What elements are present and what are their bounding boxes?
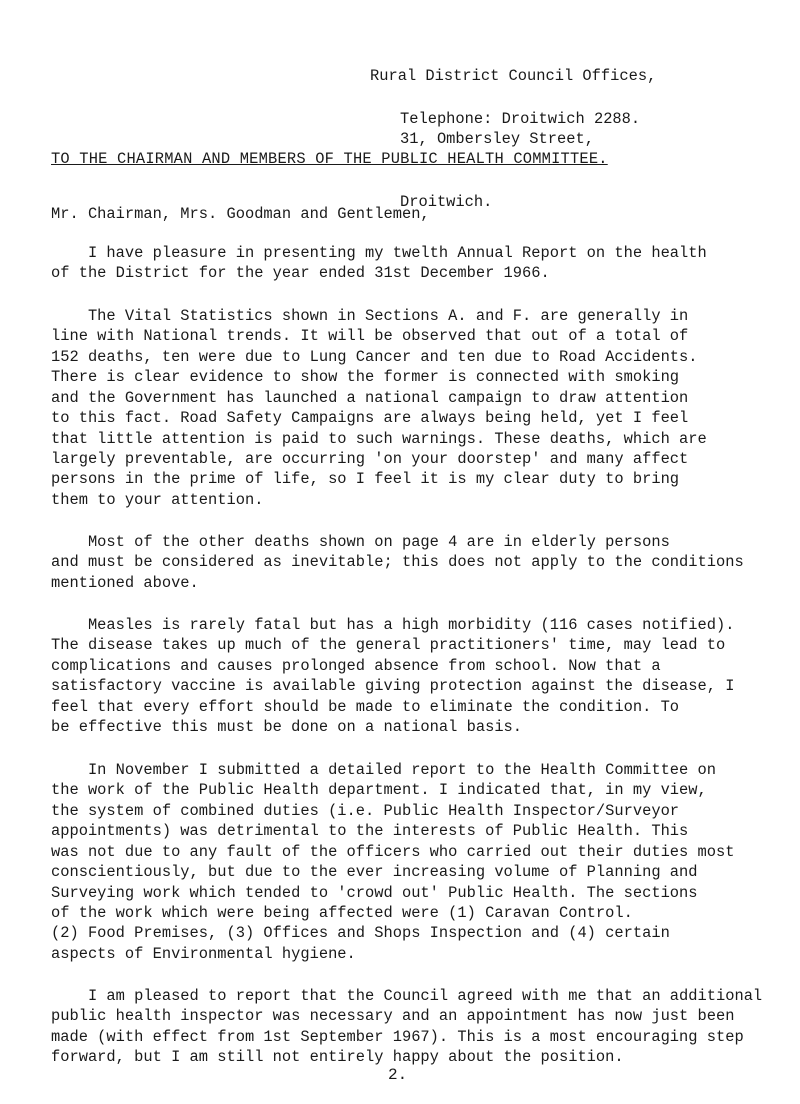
paragraph-line: the system of combined duties (i.e. Public Health Inspector/Surveyor <box>51 801 680 820</box>
paragraph-line: Measles is rarely fatal but has a high morbidity (116 cases notified). <box>51 616 735 634</box>
page-number: 2. <box>388 1066 408 1084</box>
paragraph-line: made (with effect from 1st September 1967). This is a most encouraging step <box>51 1027 744 1046</box>
paragraph-line: them to your attention. <box>51 490 264 509</box>
paragraph-line: aspects of Environmental hygiene. <box>51 944 356 963</box>
paragraph-line: public health inspector was necessary and an appointment has now just been <box>51 1007 735 1026</box>
address-line-2: 31, Ombersley Street, <box>400 130 594 148</box>
paragraph-1 <box>51 243 781 284</box>
paragraph-3 <box>51 532 781 593</box>
paragraph-line: largely preventable, are occurring 'on your doorstep' and many affect <box>51 449 689 468</box>
paragraph-line: to this fact. Road Safety Campaigns are always being held, yet I feel <box>51 409 689 428</box>
paragraph-line: I have pleasure in presenting my twelth Annual Report on the health <box>51 244 707 262</box>
paragraph-6 <box>51 986 781 1068</box>
paragraph-line: The Vital Statistics shown in Sections A. and F. are generally in <box>51 307 689 325</box>
paragraph-line: appointments) was detrimental to the interests of Public Health. This <box>51 822 689 841</box>
paragraph-line: the work of the Public Health department. I indicated that, in my view, <box>51 781 707 800</box>
paragraph-line: I am pleased to report that the Council agreed with me that an additional <box>51 987 763 1005</box>
paragraph-line: line with National trends. It will be observed that out of a total of <box>51 327 689 346</box>
paragraph-line: conscientiously, but due to the ever increasing volume of Planning and <box>51 863 698 882</box>
paragraph-line: complications and causes prolonged absence from school. Now that a <box>51 656 661 675</box>
paragraph-2 <box>51 306 781 510</box>
address-line-1: Rural District Council Offices, <box>370 67 657 85</box>
paragraph-line: persons in the prime of life, so I feel it is my clear duty to bring <box>51 470 680 489</box>
paragraph-4 <box>51 615 781 738</box>
paragraph-line: mentioned above. <box>51 573 199 592</box>
paragraph-line: Surveying work which tended to 'crowd out' Public Health. The sections <box>51 883 698 902</box>
address-line-3: Droitwich. <box>400 193 493 211</box>
paragraph-line: of the District for the year ended 31st December 1966. <box>51 264 550 283</box>
paragraph-line: Most of the other deaths shown on page 4 are in elderly persons <box>51 533 670 551</box>
paragraph-line: There is clear evidence to show the former is connected with smoking <box>51 368 680 387</box>
paragraph-line: of the work which were being affected were (1) Caravan Control. <box>51 903 633 922</box>
paragraph-line: The disease takes up much of the general practitioners' time, may lead to <box>51 636 726 655</box>
paragraph-line: and the Government has launched a national campaign to draw attention <box>51 388 689 407</box>
paragraph-line: (2) Food Premises, (3) Offices and Shops Inspection and (4) certain <box>51 924 670 943</box>
paragraph-5 <box>51 760 781 964</box>
paragraph-line: satisfactory vaccine is available giving protection against the disease, I <box>51 677 735 696</box>
paragraph-line: forward, but I am still not entirely happy about the position. <box>51 1048 624 1067</box>
paragraph-line: and must be considered as inevitable; this does not apply to the conditions <box>51 553 744 572</box>
report-heading: TO THE CHAIRMAN AND MEMBERS OF THE PUBLIC HEALTH COMMITTEE. <box>51 150 608 168</box>
paragraph-line: feel that every effort should be made to eliminate the condition. To <box>51 697 680 716</box>
paragraph-line: 152 deaths, ten were due to Lung Cancer and ten due to Road Accidents. <box>51 347 698 366</box>
paragraph-line: that little attention is paid to such warnings. These deaths, which are <box>51 429 707 448</box>
paragraph-line: was not due to any fault of the officers who carried out their duties most <box>51 842 735 861</box>
telephone-line: Telephone: Droitwich 2288. <box>400 110 641 128</box>
paragraph-line: In November I submitted a detailed report to the Health Committee on <box>51 761 716 779</box>
salutation: Mr. Chairman, Mrs. Goodman and Gentlemen, <box>51 205 430 223</box>
paragraph-line: be effective this must be done on a national basis. <box>51 718 523 737</box>
